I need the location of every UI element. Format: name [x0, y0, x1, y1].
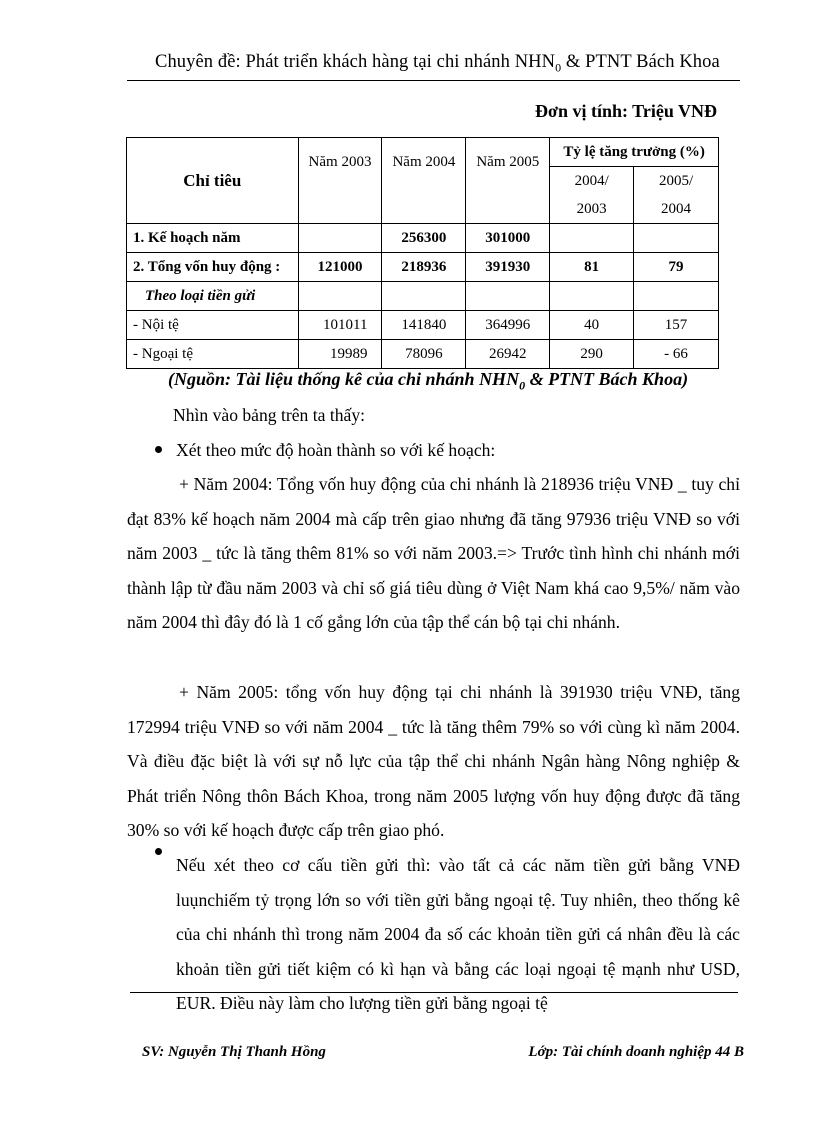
row-label: Theo loại tiền gửi	[127, 282, 299, 311]
source-text-suffix: & PTNT Bách Khoa)	[525, 369, 689, 389]
cell-2004: 256300	[382, 224, 466, 253]
ratio-1-top: 2004/	[550, 167, 634, 196]
cell-2005: 301000	[466, 224, 550, 253]
cell-2005: 391930	[466, 253, 550, 282]
ratio-2-top: 2005/	[634, 167, 719, 196]
footer-student: SV: Nguyễn Thị Thanh Hồng	[142, 1044, 326, 1060]
row-label: 1. Kế hoạch năm	[127, 224, 299, 253]
data-table	[126, 137, 719, 369]
header-title-suffix: & PTNT Bách Khoa	[561, 52, 720, 72]
table-row	[127, 282, 719, 311]
cell-2005	[466, 282, 550, 311]
cell-ratio-2	[634, 224, 719, 253]
cell-ratio-1: 290	[550, 340, 634, 369]
row-label: - Nội tệ	[127, 311, 299, 340]
footer-rule	[130, 992, 738, 993]
paragraph-2005: + Năm 2005: tổng vốn huy động tại chi nhánh là 391930 triệu VNĐ, tăng 172994 triệu VNĐ so với năm 2004 _ tức là tăng thêm 79% so với cùng kì năm 2004. Và điều đặc biệt là với sự nỗ lực của tập thể chi nhánh Ngân hàng Nông nghiệp & Phát triển Nông thôn Bách Khoa, trong năm 2005 lượng vốn huy động được đã tăng 30% so với kế hoạch được cấp trên giao phó.	[127, 682, 740, 841]
cell-2004	[382, 282, 466, 311]
cell-2004: 218936	[382, 253, 466, 282]
intro-text: Nhìn vào bảng trên ta thấy:	[173, 405, 366, 425]
table-header-row	[127, 138, 719, 167]
cell-2003: 19989	[298, 340, 382, 369]
table-row	[127, 253, 719, 282]
cell-ratio-1: 81	[550, 253, 634, 282]
table-row	[127, 311, 719, 340]
bullet-icon	[155, 848, 162, 855]
cell-2003: 101011	[298, 311, 382, 340]
cell-2005: 364996	[466, 311, 550, 340]
unit-label: Đơn vị tính: Triệu VNĐ	[535, 101, 717, 121]
cell-2004: 78096	[382, 340, 466, 369]
header-title: Chuyên đề: Phát triển khách hàng tại chi nhánh NHN	[155, 52, 556, 72]
cell-2004: 141840	[382, 311, 466, 340]
col-header-2003: Năm 2003	[298, 138, 382, 224]
col-header-chi-tieu: Chỉ tiêu	[127, 138, 299, 224]
cell-ratio-1: 40	[550, 311, 634, 340]
source-subscript: 0	[519, 378, 526, 393]
cell-ratio-2: 157	[634, 311, 719, 340]
col-header-2004: Năm 2004	[382, 138, 466, 224]
table-row	[127, 224, 719, 253]
ratio-2-bottom: 2004	[634, 195, 719, 224]
header-rule	[127, 80, 740, 81]
cell-2003	[298, 282, 382, 311]
ratio-1-bottom: 2003	[550, 195, 634, 224]
bullet-icon	[155, 446, 162, 453]
header-subscript: 0	[555, 60, 562, 75]
bullet-item	[155, 433, 495, 468]
bullet-paragraph: Nếu xét theo cơ cấu tiền gửi thì: vào tất cả các năm tiền gửi bằng VNĐ luụnchiếm tỷ trọng lớn so với tiền gửi bằng ngoại tệ. Tuy nhiên, theo thống kê của chi nhánh thì trong năm 2004 đa số các khoản tiền gửi cá nhân đều là các khoản tiền gửi tiết kiệm có kì hạn và bằng các loại ngoại tệ mạnh như USD, EUR. Điều này làm cho lượng tiền gửi bằng ngoại tệ	[176, 855, 740, 1014]
cell-ratio-2: 79	[634, 253, 719, 282]
table-source	[168, 369, 688, 394]
cell-2003: 121000	[298, 253, 382, 282]
cell-2005: 26942	[466, 340, 550, 369]
row-label: 2. Tổng vốn huy động :	[127, 253, 299, 282]
row-label: - Ngoại tệ	[127, 340, 299, 369]
col-header-2005: Năm 2005	[466, 138, 550, 224]
bullet-icon-2-wrap	[155, 844, 176, 862]
paragraph-2004: + Năm 2004: Tổng vốn huy động của chi nhánh là 218936 triệu VNĐ _ tuy chỉ đạt 83% kế hoạch năm 2004 mà cấp trên giao nhưng đã tăng 97936 triệu VNĐ so với năm 2003 _ tức là tăng thêm 81% so với năm 2003.=> Trước tình hình chi nhánh mới thành lập từ đầu năm 2003 và chỉ số giá tiêu dùng ở Việt Nam khá cao 9,5%/ năm vào năm 2004 thì đây đó là 1 cố gắng lớn của tập thể cán bộ tại chi nhánh.	[127, 474, 740, 633]
cell-2003	[298, 224, 382, 253]
page-header	[155, 52, 720, 76]
table-row	[127, 340, 719, 369]
source-text: (Nguồn: Tài liệu thống kê của chi nhánh NHN	[168, 369, 520, 389]
footer-class: Lớp: Tài chính doanh nghiệp 44 B	[528, 1044, 744, 1060]
cell-ratio-1	[550, 282, 634, 311]
cell-ratio-2: - 66	[634, 340, 719, 369]
bullet-text: Xét theo mức độ hoàn thành so với kế hoạch:	[176, 440, 496, 460]
col-header-ty-le: Tỷ lệ tăng trưởng (%)	[550, 138, 719, 167]
cell-ratio-2	[634, 282, 719, 311]
cell-ratio-1	[550, 224, 634, 253]
